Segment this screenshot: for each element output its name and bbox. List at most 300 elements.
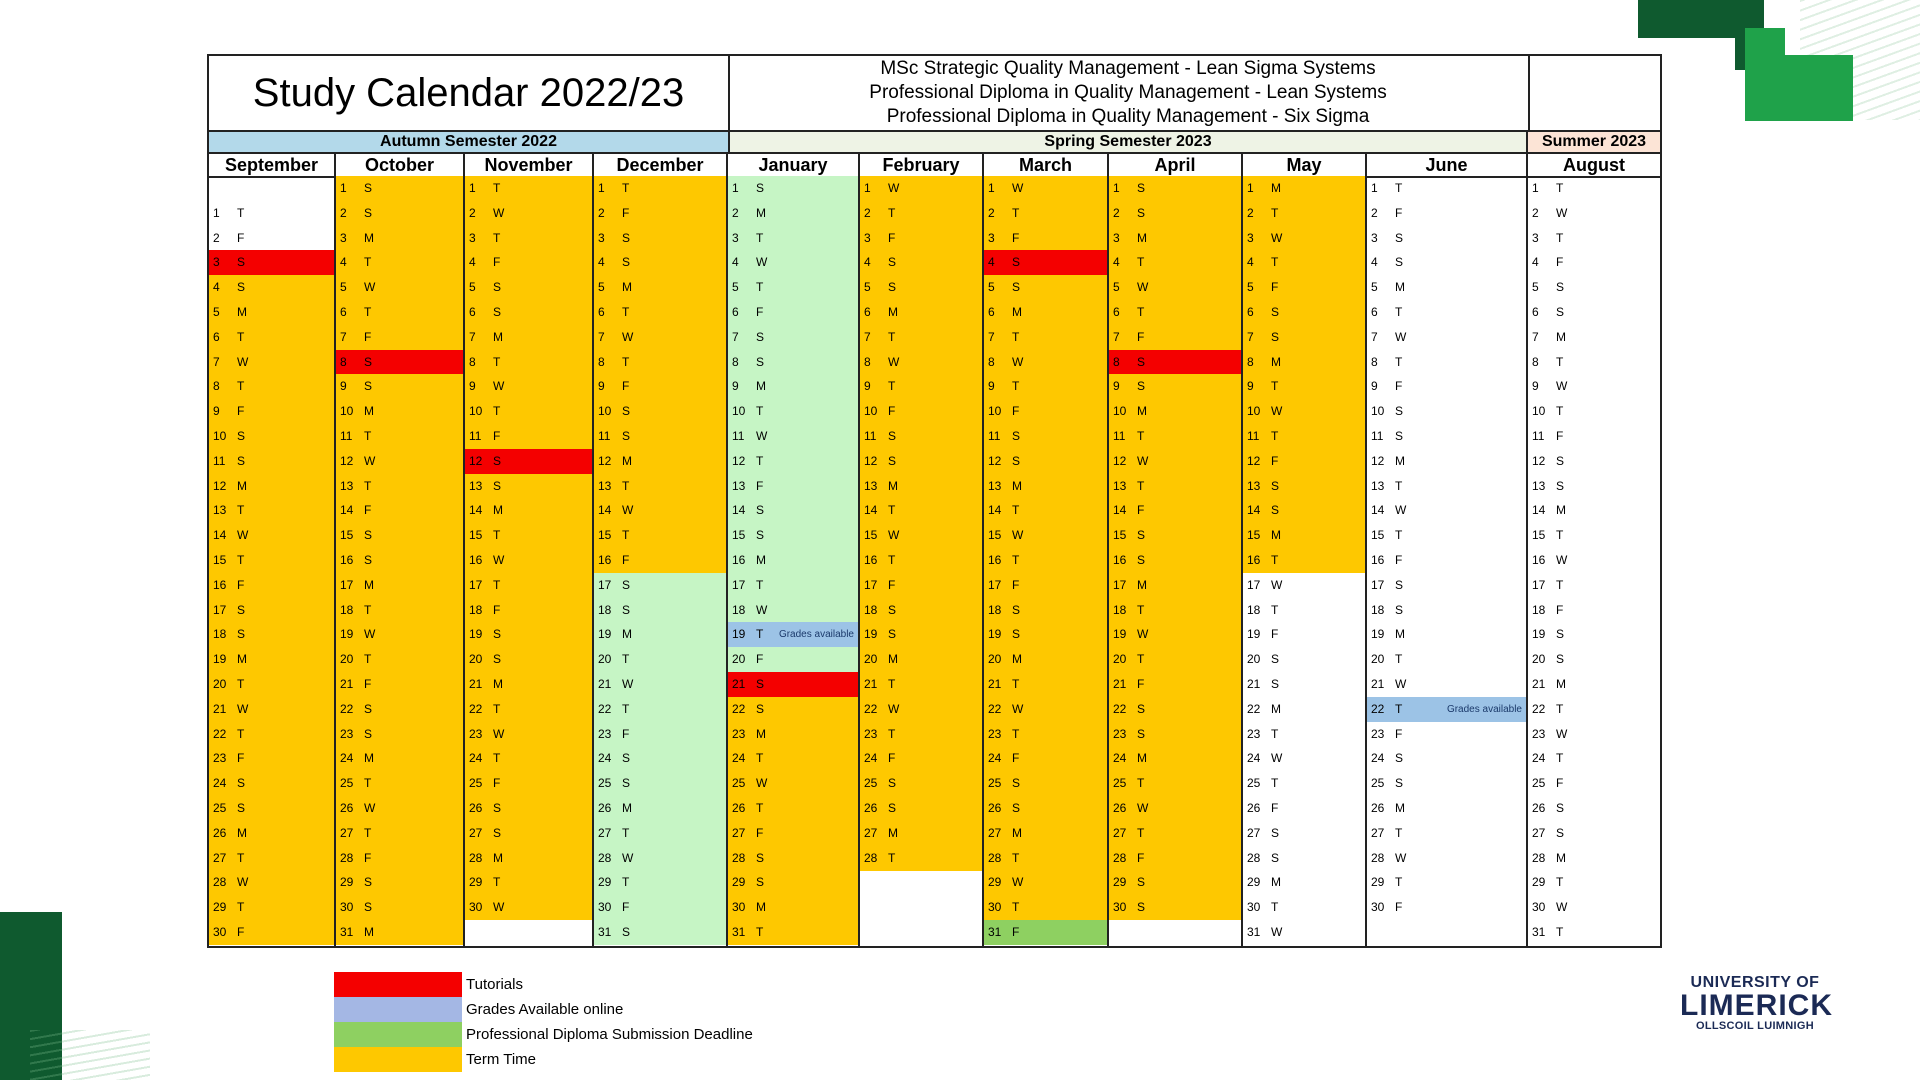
day-cell: [984, 796, 1107, 821]
day-cell: [1243, 846, 1365, 871]
weekday-letter: F: [237, 577, 245, 592]
day-number: 14: [1247, 503, 1261, 518]
weekday-letter: S: [1012, 429, 1021, 443]
day-number: 19: [598, 627, 612, 642]
day-number: 2: [213, 230, 220, 245]
day-cell: [209, 722, 334, 747]
weekday-letter: M: [1137, 751, 1147, 766]
day-cell: [209, 672, 334, 697]
day-cell: [984, 399, 1107, 424]
weekday-letter: T: [364, 305, 372, 319]
day-cell: [1528, 300, 1660, 325]
weekday-letter: S: [622, 255, 631, 270]
day-cell: [209, 697, 334, 722]
weekday-letter: F: [237, 230, 245, 245]
day-number: 10: [864, 404, 878, 419]
weekday-letter: F: [1271, 453, 1279, 468]
day-cell: [209, 622, 334, 647]
day-number: 31: [340, 925, 354, 939]
day-cell: [1243, 449, 1365, 474]
weekday-letter: T: [1137, 429, 1145, 443]
weekday-letter: S: [493, 801, 502, 815]
weekday-letter: T: [1395, 354, 1403, 369]
weekday-letter: F: [1556, 776, 1564, 791]
day-number: 31: [732, 925, 746, 939]
weekday-letter: T: [622, 825, 630, 840]
day-number: 31: [1532, 925, 1546, 939]
weekday-letter: S: [888, 255, 897, 270]
weekday-letter: F: [364, 503, 372, 518]
day-number: 17: [864, 577, 878, 592]
day-number: 23: [213, 751, 227, 766]
day-cell: [465, 449, 592, 474]
weekday-letter: T: [622, 305, 630, 319]
day-number: 8: [213, 379, 220, 394]
weekday-letter: S: [1012, 453, 1021, 468]
weekday-letter: S: [1395, 404, 1404, 419]
day-number: 28: [1247, 850, 1261, 865]
weekday-letter: T: [237, 677, 245, 691]
weekday-letter: W: [1271, 925, 1283, 939]
day-number: 15: [340, 528, 354, 543]
weekday-letter: W: [1395, 329, 1407, 344]
weekday-letter: T: [493, 751, 501, 766]
legend-label: Term Time: [466, 1051, 537, 1068]
day-cell: [336, 523, 463, 548]
day-number: 3: [1371, 230, 1378, 245]
day-cell: [860, 498, 982, 523]
day-cell: [336, 920, 463, 945]
weekday-letter: T: [1556, 925, 1564, 939]
weekday-letter: T: [756, 925, 764, 939]
weekday-letter: S: [364, 701, 373, 716]
weekday-letter: F: [364, 329, 372, 344]
weekday-letter: M: [1556, 329, 1566, 344]
day-number: 25: [213, 801, 227, 815]
day-cell: [209, 771, 334, 796]
day-cell: [728, 374, 858, 399]
weekday-letter: W: [1012, 528, 1024, 543]
weekday-letter: F: [1556, 429, 1564, 443]
legend-label: Tutorials: [466, 976, 523, 993]
day-cell: [1367, 697, 1526, 722]
day-cell: [1367, 449, 1526, 474]
weekday-letter: M: [364, 404, 374, 419]
day-number: 13: [469, 478, 483, 493]
weekday-letter: T: [756, 280, 764, 295]
weekday-letter: S: [237, 429, 246, 443]
day-cell: [984, 722, 1107, 747]
day-number: 10: [469, 404, 483, 419]
logo-line: OLLSCOIL LUIMNIGH: [1696, 1020, 1814, 1032]
day-number: 22: [598, 701, 612, 716]
day-number: 23: [1371, 726, 1385, 741]
day-cell: [860, 722, 982, 747]
weekday-letter: S: [493, 305, 502, 319]
day-cell: [860, 796, 982, 821]
day-number: 8: [864, 354, 871, 369]
day-number: 24: [1113, 751, 1127, 766]
day-number: 15: [213, 553, 227, 567]
day-number: 22: [864, 701, 878, 716]
day-cell: [465, 300, 592, 325]
day-cell: [728, 300, 858, 325]
weekday-letter: W: [364, 801, 376, 815]
day-number: 9: [1247, 379, 1254, 394]
day-number: 10: [1371, 404, 1385, 419]
weekday-letter: F: [1395, 726, 1403, 741]
weekday-letter: T: [237, 726, 245, 741]
weekday-letter: T: [364, 652, 372, 667]
day-number: 25: [340, 776, 354, 791]
day-cell: [209, 647, 334, 672]
weekday-letter: T: [1137, 652, 1145, 667]
day-number: 8: [988, 354, 995, 369]
day-cell: [728, 722, 858, 747]
day-number: 6: [864, 305, 871, 319]
day-cell: [1243, 275, 1365, 300]
grades-note: Grades available: [1446, 703, 1522, 715]
day-number: 9: [732, 379, 739, 394]
weekday-letter: F: [1271, 627, 1279, 642]
weekday-letter: W: [364, 453, 376, 468]
day-number: 8: [1113, 354, 1120, 369]
weekday-letter: S: [1395, 602, 1404, 617]
day-cell: [594, 176, 726, 201]
day-cell: [1109, 895, 1241, 920]
day-cell: [728, 697, 858, 722]
weekday-letter: M: [237, 478, 247, 493]
day-cell: [1367, 622, 1526, 647]
day-number: 21: [1371, 677, 1385, 691]
weekday-letter: T: [1137, 478, 1145, 493]
day-number: 17: [732, 577, 746, 592]
weekday-letter: M: [1137, 404, 1147, 419]
programme-name: MSc Strategic Quality Management - Lean Sigma Systems: [880, 58, 1376, 79]
day-number: 25: [1247, 776, 1261, 791]
day-number: 11: [1113, 429, 1126, 443]
day-number: 16: [469, 553, 483, 567]
month-column-december: [594, 176, 728, 946]
weekday-letter: T: [1556, 751, 1564, 766]
grades-note: Grades available: [778, 629, 854, 641]
weekday-letter: F: [1395, 553, 1403, 567]
day-number: 2: [1371, 205, 1378, 220]
day-number: 18: [1371, 602, 1385, 617]
weekday-letter: F: [364, 677, 372, 691]
day-cell: [594, 523, 726, 548]
day-cell: [1243, 672, 1365, 697]
weekday-letter: T: [493, 701, 501, 716]
day-cell: [860, 474, 982, 499]
weekday-letter: W: [1556, 726, 1568, 741]
day-cell: [465, 399, 592, 424]
day-number: 26: [340, 801, 354, 815]
day-cell: [728, 598, 858, 623]
weekday-letter: S: [237, 453, 246, 468]
day-number: 9: [864, 379, 871, 394]
day-number: 13: [1532, 478, 1546, 493]
day-cell: [984, 523, 1107, 548]
day-cell: [1528, 722, 1660, 747]
day-cell: [1109, 374, 1241, 399]
day-number: 13: [340, 478, 354, 493]
weekday-letter: S: [1556, 305, 1565, 319]
day-number: 14: [1371, 503, 1385, 518]
weekday-letter: S: [1271, 652, 1280, 667]
day-number: 23: [1247, 726, 1261, 741]
day-number: 10: [1113, 404, 1127, 419]
month-header-february: February: [860, 154, 984, 176]
day-number: 28: [213, 875, 227, 890]
day-cell: [336, 598, 463, 623]
day-cell: [209, 201, 334, 226]
weekday-letter: T: [1271, 726, 1279, 741]
weekday-letter: F: [888, 577, 896, 592]
day-cell: [984, 622, 1107, 647]
day-number: 12: [1532, 453, 1546, 468]
day-cell: [1109, 250, 1241, 275]
day-cell: [465, 598, 592, 623]
day-cell: [1528, 226, 1660, 251]
weekday-letter: W: [622, 850, 634, 865]
day-cell: [1109, 647, 1241, 672]
day-number: 17: [1247, 577, 1261, 592]
day-cell: [1243, 895, 1365, 920]
day-number: 24: [1532, 751, 1546, 766]
day-number: 16: [1371, 553, 1385, 567]
month-column-october: [336, 176, 465, 946]
day-number: 12: [1371, 453, 1385, 468]
weekday-letter: T: [237, 850, 245, 865]
weekday-letter: F: [1271, 801, 1279, 815]
weekday-letter: T: [1012, 205, 1020, 220]
day-number: 19: [1247, 627, 1261, 642]
weekday-letter: T: [364, 602, 372, 617]
legend-swatch: [334, 972, 462, 997]
day-number: 14: [988, 503, 1002, 518]
day-number: 12: [732, 453, 746, 468]
day-number: 19: [469, 627, 483, 642]
day-number: 28: [1532, 850, 1546, 865]
weekday-letter: M: [1271, 354, 1281, 369]
month-column-march: [984, 176, 1109, 946]
day-cell: [1109, 449, 1241, 474]
day-cell: [594, 399, 726, 424]
month-header-april: April: [1109, 154, 1243, 176]
weekday-letter: S: [756, 677, 765, 691]
weekday-letter: F: [1271, 280, 1279, 295]
day-number: 13: [732, 478, 746, 493]
day-cell: [984, 771, 1107, 796]
weekday-letter: T: [1271, 255, 1279, 270]
day-number: 20: [1247, 652, 1261, 667]
day-number: 3: [1113, 230, 1120, 245]
day-cell: [594, 746, 726, 771]
weekday-letter: M: [364, 577, 374, 592]
day-cell: [465, 895, 592, 920]
day-cell: [465, 746, 592, 771]
day-number: 27: [1247, 825, 1261, 840]
weekday-letter: M: [622, 801, 632, 815]
day-number: 29: [732, 875, 746, 890]
day-number: 20: [340, 652, 354, 667]
day-cell: [336, 846, 463, 871]
day-cell: [1528, 821, 1660, 846]
day-cell: [1109, 548, 1241, 573]
weekday-letter: S: [1556, 652, 1565, 667]
weekday-letter: F: [756, 305, 764, 319]
weekday-letter: T: [237, 205, 245, 220]
weekday-letter: S: [1012, 627, 1021, 642]
weekday-letter: M: [237, 652, 247, 667]
day-cell: [594, 870, 726, 895]
weekday-letter: F: [622, 900, 630, 915]
day-number: 23: [340, 726, 354, 741]
day-number: 18: [1532, 602, 1546, 617]
day-number: 26: [1113, 801, 1127, 815]
day-number: 25: [1371, 776, 1385, 791]
day-cell: [209, 498, 334, 523]
day-number: 28: [988, 850, 1002, 865]
day-cell: [860, 350, 982, 375]
day-number: 30: [340, 900, 354, 915]
month-column-september: [209, 176, 336, 946]
weekday-letter: M: [1012, 305, 1022, 319]
weekday-letter: S: [1137, 875, 1146, 890]
day-number: 20: [598, 652, 612, 667]
day-number: 9: [1371, 379, 1378, 394]
day-cell: [1528, 622, 1660, 647]
day-cell: [1367, 746, 1526, 771]
day-cell: [860, 374, 982, 399]
weekday-letter: W: [756, 602, 768, 617]
day-number: 11: [340, 429, 353, 443]
weekday-letter: S: [364, 205, 373, 220]
day-cell: [209, 523, 334, 548]
day-number: 29: [340, 875, 354, 890]
weekday-letter: T: [1012, 503, 1020, 518]
day-cell: [465, 796, 592, 821]
weekday-letter: S: [1137, 528, 1146, 543]
day-cell: [1528, 474, 1660, 499]
day-cell: [1367, 226, 1526, 251]
day-cell: [728, 176, 858, 201]
day-cell: [1109, 771, 1241, 796]
day-number: 24: [469, 751, 483, 766]
day-cell: [984, 325, 1107, 350]
day-cell: [465, 498, 592, 523]
university-logo: [1680, 974, 1833, 1032]
day-cell: [860, 821, 982, 846]
weekday-letter: W: [1137, 453, 1149, 468]
day-number: 30: [1247, 900, 1261, 915]
day-number: 4: [1247, 255, 1254, 270]
day-number: 24: [213, 776, 227, 791]
day-cell: [984, 374, 1107, 399]
day-number: 21: [988, 677, 1002, 691]
day-cell: [1109, 325, 1241, 350]
day-number: 15: [864, 528, 878, 543]
day-number: 21: [213, 701, 227, 716]
day-number: 2: [732, 205, 739, 220]
weekday-letter: W: [237, 875, 249, 890]
day-number: 24: [340, 751, 354, 766]
day-number: 12: [213, 478, 227, 493]
weekday-letter: S: [364, 181, 373, 195]
day-cell: [336, 746, 463, 771]
day-cell: [1367, 573, 1526, 598]
day-cell: [209, 399, 334, 424]
day-number: 17: [1532, 577, 1546, 592]
legend-swatch: [334, 1047, 462, 1072]
day-number: 5: [1113, 280, 1120, 295]
weekday-letter: F: [1012, 577, 1020, 592]
day-cell: [594, 796, 726, 821]
day-number: 7: [340, 329, 347, 344]
day-number: 18: [469, 602, 483, 617]
day-number: 7: [988, 329, 995, 344]
day-cell: [728, 399, 858, 424]
day-number: 13: [213, 503, 227, 518]
day-number: 17: [340, 577, 354, 592]
day-number: 7: [598, 329, 605, 344]
day-number: 28: [340, 850, 354, 865]
weekday-letter: M: [756, 900, 766, 915]
day-cell: [728, 573, 858, 598]
day-number: 16: [988, 553, 1002, 567]
day-cell: [594, 722, 726, 747]
day-number: 27: [340, 825, 354, 840]
weekday-letter: F: [1137, 850, 1145, 865]
day-cell: [209, 325, 334, 350]
day-number: 11: [598, 429, 611, 443]
day-cell: [594, 697, 726, 722]
day-number: 6: [1247, 305, 1254, 319]
day-number: 21: [1247, 677, 1261, 691]
day-cell: [465, 870, 592, 895]
weekday-letter: W: [493, 205, 505, 220]
day-number: 13: [864, 478, 878, 493]
day-cell: [1243, 548, 1365, 573]
day-cell: [336, 250, 463, 275]
weekday-letter: T: [622, 478, 630, 493]
day-number: 29: [1371, 875, 1385, 890]
day-number: 20: [469, 652, 483, 667]
day-cell: [336, 771, 463, 796]
weekday-letter: T: [622, 701, 630, 716]
day-number: 16: [213, 577, 227, 592]
weekday-letter: S: [756, 528, 765, 543]
weekday-letter: W: [1395, 850, 1407, 865]
weekday-letter: T: [237, 503, 245, 518]
day-number: 13: [1371, 478, 1385, 493]
day-number: 6: [340, 305, 347, 319]
day-number: 8: [340, 354, 347, 369]
day-cell: [860, 672, 982, 697]
day-number: 18: [864, 602, 878, 617]
weekday-letter: S: [364, 900, 373, 915]
legend-swatch: [334, 997, 462, 1022]
weekday-letter: T: [888, 379, 896, 394]
weekday-letter: S: [1395, 230, 1404, 245]
day-number: 8: [1371, 354, 1378, 369]
day-cell: [984, 846, 1107, 871]
weekday-letter: W: [622, 503, 634, 518]
day-number: 30: [1532, 900, 1546, 915]
day-cell: [465, 424, 592, 449]
day-number: 2: [864, 205, 871, 220]
